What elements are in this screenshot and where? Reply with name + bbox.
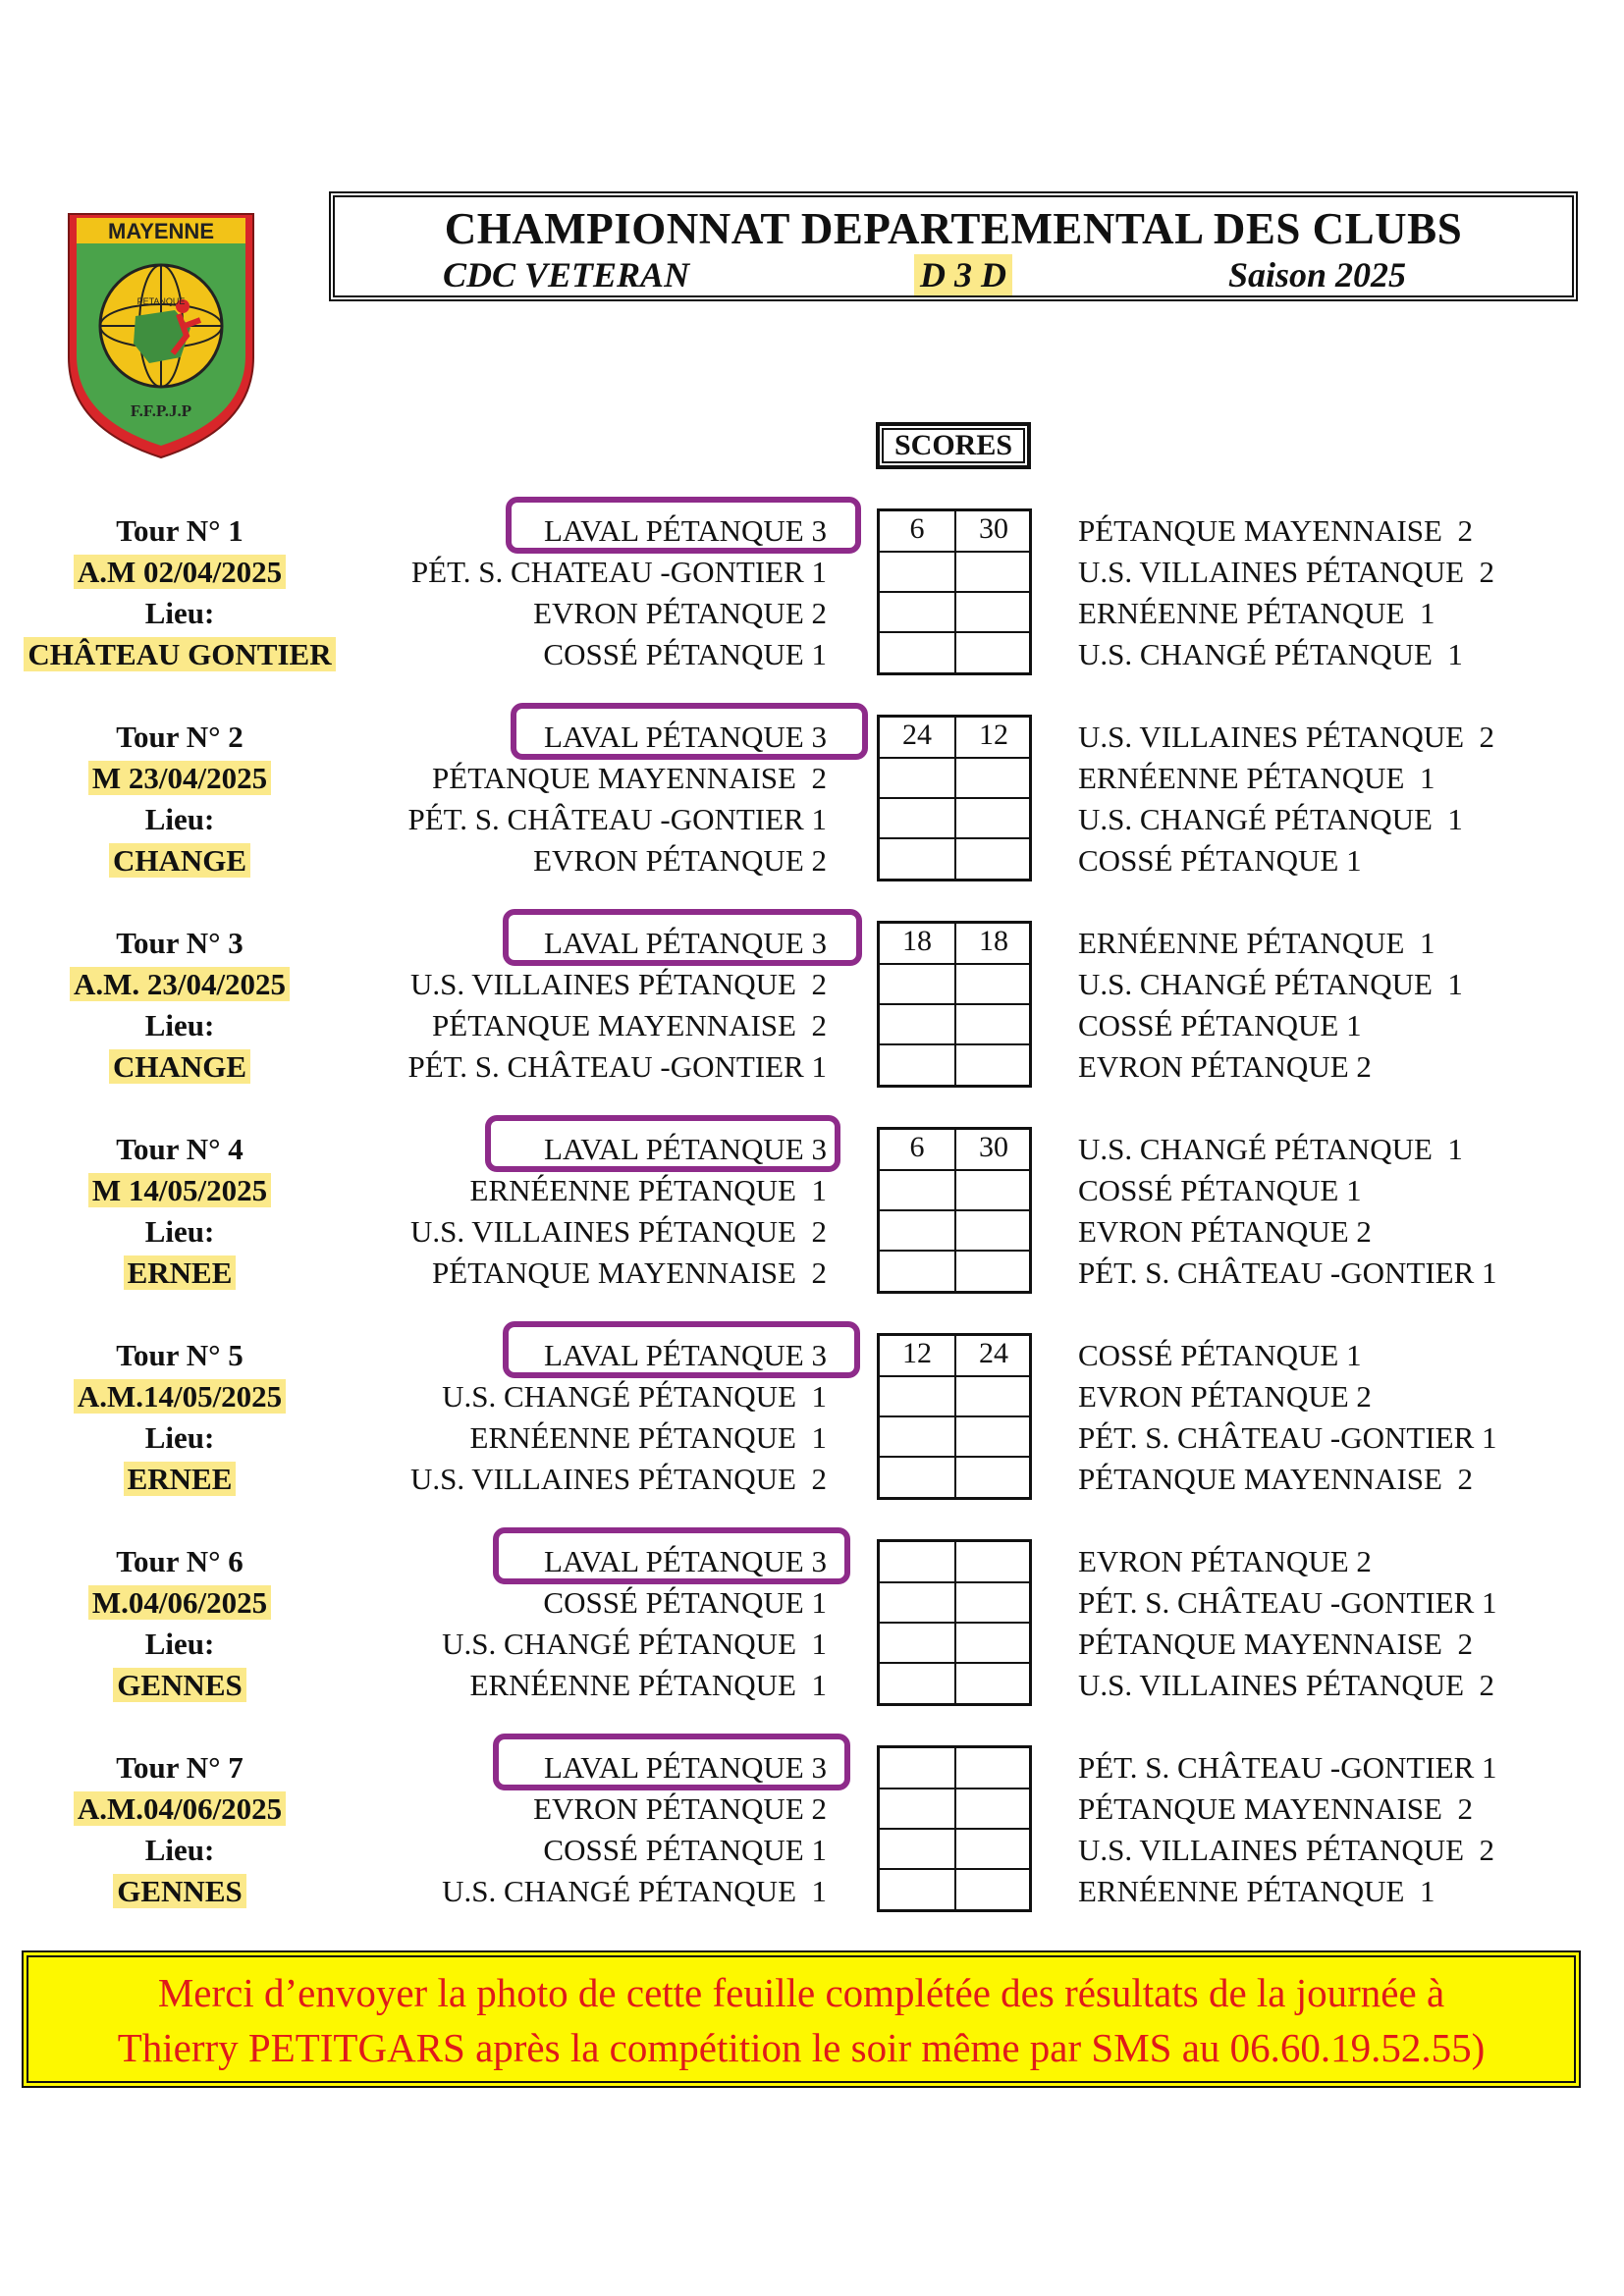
round-number xyxy=(18,717,342,758)
away-team: PÉTANQUE MAYENNAISE 2 xyxy=(1078,1791,1473,1826)
home-team: PÉTANQUE MAYENNAISE 2 xyxy=(432,1255,827,1290)
away-team: EVRON PÉTANQUE 2 xyxy=(1078,1214,1372,1249)
score-away-cell[interactable] xyxy=(955,964,1032,1005)
round-location-label xyxy=(18,1624,342,1665)
round-location xyxy=(18,1046,342,1088)
away-team: COSSÉ PÉTANQUE 1 xyxy=(1078,1173,1362,1207)
home-team: COSSÉ PÉTANQUE 1 xyxy=(543,1833,827,1867)
score-home-cell[interactable] xyxy=(880,1170,956,1211)
home-team: PÉT. S. CHÂTEAU -GONTIER 1 xyxy=(407,802,827,836)
score-away-cell[interactable] xyxy=(955,1044,1032,1086)
round-date xyxy=(18,758,342,799)
round-location-label xyxy=(18,1417,342,1459)
score-away-cell[interactable] xyxy=(955,1170,1032,1211)
score-away-cell[interactable]: 24 xyxy=(955,1336,1032,1377)
score-away-cell[interactable] xyxy=(955,838,1032,880)
score-away-cell[interactable] xyxy=(955,1251,1032,1292)
score-home-cell[interactable] xyxy=(880,1789,956,1830)
home-team: U.S. VILLAINES PÉTANQUE 2 xyxy=(409,1462,827,1496)
score-home-cell[interactable] xyxy=(880,758,956,799)
round-number-text: Tour N° 2 xyxy=(116,720,244,754)
score-grid xyxy=(877,508,1032,675)
logo-banner-text: MAYENNE xyxy=(108,219,214,243)
category-label: CDC VETERAN xyxy=(443,255,690,294)
home-team: COSSÉ PÉTANQUE 1 xyxy=(543,1585,827,1620)
round-date-text: A.M.04/06/2025 xyxy=(74,1791,286,1826)
score-home-cell[interactable]: 12 xyxy=(880,1336,956,1377)
header-box xyxy=(329,191,1578,301)
home-team: LAVAL PÉTANQUE 3 xyxy=(543,926,827,960)
score-away-cell[interactable]: 18 xyxy=(955,924,1032,965)
round-date-text: M 14/05/2025 xyxy=(88,1173,271,1207)
mayenne-petanque-logo xyxy=(65,210,257,461)
round-number xyxy=(18,1747,342,1789)
away-team: U.S. CHANGÉ PÉTANQUE 1 xyxy=(1078,967,1463,1001)
footer-line-2: Thierry PETITGARS après la compétition le soir même par SMS au 06.60.19.52.55) xyxy=(117,2025,1486,2070)
score-grid xyxy=(877,921,1032,1088)
score-away-cell[interactable] xyxy=(955,1789,1032,1830)
round-location xyxy=(18,840,342,881)
score-home-cell[interactable] xyxy=(880,632,956,673)
round-number xyxy=(18,923,342,964)
home-team: ERNÉENNE PÉTANQUE 1 xyxy=(469,1173,827,1207)
away-team: ERNÉENNE PÉTANQUE 1 xyxy=(1078,596,1435,630)
score-away-cell[interactable] xyxy=(955,632,1032,673)
home-team: LAVAL PÉTANQUE 3 xyxy=(543,1132,827,1166)
round-date-text: A.M 02/04/2025 xyxy=(74,555,286,589)
round-location-label-text: Lieu: xyxy=(144,1627,215,1661)
score-home-cell[interactable] xyxy=(880,1416,956,1458)
home-team: U.S. CHANGÉ PÉTANQUE 1 xyxy=(442,1379,827,1414)
round-block xyxy=(0,717,1624,883)
score-away-cell[interactable]: 30 xyxy=(955,511,1032,553)
round-date xyxy=(18,1789,342,1830)
round-location-label-text: Lieu: xyxy=(144,1420,215,1455)
away-team: EVRON PÉTANQUE 2 xyxy=(1078,1544,1372,1578)
away-team: PÉT. S. CHÂTEAU -GONTIER 1 xyxy=(1078,1585,1497,1620)
round-location xyxy=(18,1665,342,1706)
score-home-cell[interactable] xyxy=(880,838,956,880)
round-location-label-text: Lieu: xyxy=(144,1833,215,1867)
score-home-cell[interactable] xyxy=(880,798,956,839)
home-team: PÉT. S. CHÂTEAU -GONTIER 1 xyxy=(407,1049,827,1084)
score-away-cell[interactable] xyxy=(955,1416,1032,1458)
round-location-text: ERNEE xyxy=(124,1462,237,1496)
score-home-cell[interactable] xyxy=(880,1542,956,1583)
score-grid xyxy=(877,1745,1032,1912)
away-team: COSSÉ PÉTANQUE 1 xyxy=(1078,843,1362,878)
round-block xyxy=(0,923,1624,1090)
round-date-text: A.M.14/05/2025 xyxy=(74,1379,286,1414)
score-home-cell[interactable] xyxy=(880,1004,956,1045)
round-date-text: M.04/06/2025 xyxy=(88,1585,271,1620)
round-block xyxy=(0,1541,1624,1708)
home-team: LAVAL PÉTANQUE 3 xyxy=(543,1338,827,1372)
away-team: ERNÉENNE PÉTANQUE 1 xyxy=(1078,761,1435,795)
round-number xyxy=(18,1129,342,1170)
logo-inner-text: PETANQUE xyxy=(136,296,186,306)
score-away-cell[interactable]: 12 xyxy=(955,718,1032,759)
round-block xyxy=(0,1335,1624,1502)
score-away-cell[interactable] xyxy=(955,552,1032,593)
score-home-cell[interactable] xyxy=(880,1623,956,1664)
round-number-text: Tour N° 7 xyxy=(116,1750,244,1785)
round-location-label xyxy=(18,593,342,634)
score-home-cell[interactable] xyxy=(880,1376,956,1417)
score-home-cell[interactable] xyxy=(880,592,956,633)
score-home-cell[interactable] xyxy=(880,1748,956,1789)
round-number-text: Tour N° 5 xyxy=(116,1338,244,1372)
away-team: COSSÉ PÉTANQUE 1 xyxy=(1078,1008,1362,1042)
round-location-text: CHÂTEAU GONTIER xyxy=(24,637,335,671)
score-grid xyxy=(877,1333,1032,1500)
home-team: ERNÉENNE PÉTANQUE 1 xyxy=(469,1668,827,1702)
home-team: EVRON PÉTANQUE 2 xyxy=(533,843,827,878)
round-date xyxy=(18,1582,342,1624)
score-away-cell[interactable] xyxy=(955,1542,1032,1583)
round-location-label xyxy=(18,1830,342,1871)
season-label: Saison 2025 xyxy=(1228,255,1407,294)
away-team: U.S. CHANGÉ PÉTANQUE 1 xyxy=(1078,637,1463,671)
round-date-text: M 23/04/2025 xyxy=(88,761,271,795)
score-home-cell[interactable] xyxy=(880,964,956,1005)
score-away-cell[interactable] xyxy=(955,798,1032,839)
score-home-cell[interactable] xyxy=(880,1663,956,1704)
logo-bottom-text: F.F.P.J.P xyxy=(130,401,192,420)
score-home-cell[interactable] xyxy=(880,1457,956,1498)
home-team: PÉT. S. CHATEAU -GONTIER 1 xyxy=(410,555,827,589)
away-team: EVRON PÉTANQUE 2 xyxy=(1078,1049,1372,1084)
score-away-cell[interactable] xyxy=(955,1748,1032,1789)
round-location-text: GENNES xyxy=(113,1668,245,1702)
home-team: LAVAL PÉTANQUE 3 xyxy=(543,1544,827,1578)
score-home-cell[interactable] xyxy=(880,1829,956,1870)
score-away-cell[interactable] xyxy=(955,1829,1032,1870)
home-team: ERNÉENNE PÉTANQUE 1 xyxy=(469,1420,827,1455)
away-team: PÉTANQUE MAYENNAISE 2 xyxy=(1078,1462,1473,1496)
round-location-text: ERNEE xyxy=(124,1255,237,1290)
home-team: U.S. VILLAINES PÉTANQUE 2 xyxy=(409,967,827,1001)
score-home-cell[interactable] xyxy=(880,1869,956,1910)
away-team: PÉT. S. CHÂTEAU -GONTIER 1 xyxy=(1078,1255,1497,1290)
round-date xyxy=(18,1376,342,1417)
scores-label: SCORES xyxy=(876,422,1031,469)
score-home-cell[interactable]: 24 xyxy=(880,718,956,759)
round-location-text: CHANGE xyxy=(109,1049,250,1084)
home-team: U.S. CHANGÉ PÉTANQUE 1 xyxy=(442,1627,827,1661)
division-label: D 3 D xyxy=(914,254,1012,295)
away-team: COSSÉ PÉTANQUE 1 xyxy=(1078,1338,1362,1372)
score-away-cell[interactable] xyxy=(955,1582,1032,1624)
score-home-cell[interactable]: 6 xyxy=(880,1130,956,1171)
score-away-cell[interactable]: 30 xyxy=(955,1130,1032,1171)
round-number-text: Tour N° 6 xyxy=(116,1544,244,1578)
round-date xyxy=(18,1170,342,1211)
score-home-cell[interactable]: 6 xyxy=(880,511,956,553)
round-date xyxy=(18,552,342,593)
score-away-cell[interactable] xyxy=(955,758,1032,799)
score-away-cell[interactable] xyxy=(955,1210,1032,1252)
round-number xyxy=(18,510,342,552)
score-away-cell[interactable] xyxy=(955,1623,1032,1664)
round-location-label xyxy=(18,1211,342,1253)
score-home-cell[interactable] xyxy=(880,1582,956,1624)
footer-notice xyxy=(22,1950,1581,2088)
away-team: ERNÉENNE PÉTANQUE 1 xyxy=(1078,926,1435,960)
round-block xyxy=(0,1129,1624,1296)
away-team: PÉT. S. CHÂTEAU -GONTIER 1 xyxy=(1078,1750,1497,1785)
score-away-cell[interactable] xyxy=(955,1004,1032,1045)
away-team: U.S. CHANGÉ PÉTANQUE 1 xyxy=(1078,1132,1463,1166)
round-location-label xyxy=(18,1005,342,1046)
score-grid xyxy=(877,1127,1032,1294)
score-grid xyxy=(877,1539,1032,1706)
round-number-text: Tour N° 3 xyxy=(116,926,244,960)
score-away-cell[interactable] xyxy=(955,1457,1032,1498)
home-team: EVRON PÉTANQUE 2 xyxy=(533,596,827,630)
score-home-cell[interactable] xyxy=(880,1210,956,1252)
round-date xyxy=(18,964,342,1005)
round-location xyxy=(18,1253,342,1294)
score-away-cell[interactable] xyxy=(955,1869,1032,1910)
round-block xyxy=(0,1747,1624,1914)
home-team: LAVAL PÉTANQUE 3 xyxy=(543,720,827,754)
score-away-cell[interactable] xyxy=(955,1663,1032,1704)
round-number-text: Tour N° 1 xyxy=(116,513,244,548)
home-team: PÉTANQUE MAYENNAISE 2 xyxy=(432,761,827,795)
round-number xyxy=(18,1541,342,1582)
home-team: U.S. CHANGÉ PÉTANQUE 1 xyxy=(442,1874,827,1908)
away-team: EVRON PÉTANQUE 2 xyxy=(1078,1379,1372,1414)
score-away-cell[interactable] xyxy=(955,592,1032,633)
home-team: U.S. VILLAINES PÉTANQUE 2 xyxy=(409,1214,827,1249)
score-home-cell[interactable] xyxy=(880,552,956,593)
round-date-text: A.M. 23/04/2025 xyxy=(70,967,290,1001)
away-team: U.S. VILLAINES PÉTANQUE 2 xyxy=(1078,1668,1495,1702)
score-home-cell[interactable] xyxy=(880,1044,956,1086)
round-location-label-text: Lieu: xyxy=(144,1214,215,1249)
round-location xyxy=(18,1459,342,1500)
round-location-label xyxy=(18,799,342,840)
home-team: COSSÉ PÉTANQUE 1 xyxy=(543,637,827,671)
away-team: U.S. VILLAINES PÉTANQUE 2 xyxy=(1078,1833,1495,1867)
round-location xyxy=(18,634,342,675)
footer-line-1: Merci d’envoyer la photo de cette feuille complétée des résultats de la journée à xyxy=(157,1970,1445,2015)
round-location-label-text: Lieu: xyxy=(144,802,215,836)
home-team: PÉTANQUE MAYENNAISE 2 xyxy=(432,1008,827,1042)
round-location-label-text: Lieu: xyxy=(144,596,215,630)
round-number xyxy=(18,1335,342,1376)
away-team: PÉTANQUE MAYENNAISE 2 xyxy=(1078,1627,1473,1661)
home-team: LAVAL PÉTANQUE 3 xyxy=(543,1750,827,1785)
home-team: EVRON PÉTANQUE 2 xyxy=(533,1791,827,1826)
score-away-cell[interactable] xyxy=(955,1376,1032,1417)
round-number-text: Tour N° 4 xyxy=(116,1132,244,1166)
score-home-cell[interactable]: 18 xyxy=(880,924,956,965)
away-team: PÉT. S. CHÂTEAU -GONTIER 1 xyxy=(1078,1420,1497,1455)
round-location xyxy=(18,1871,342,1912)
score-home-cell[interactable] xyxy=(880,1251,956,1292)
page-title: CHAMPIONNAT DEPARTEMENTAL DES CLUBS xyxy=(444,204,1463,253)
away-team: PÉTANQUE MAYENNAISE 2 xyxy=(1078,513,1473,548)
round-block xyxy=(0,510,1624,677)
round-location-text: CHANGE xyxy=(109,843,250,878)
round-location-label-text: Lieu: xyxy=(144,1008,215,1042)
round-location-text: GENNES xyxy=(113,1874,245,1908)
away-team: U.S. VILLAINES PÉTANQUE 2 xyxy=(1078,720,1495,754)
score-grid xyxy=(877,715,1032,881)
home-team: LAVAL PÉTANQUE 3 xyxy=(543,513,827,548)
away-team: U.S. VILLAINES PÉTANQUE 2 xyxy=(1078,555,1495,589)
away-team: ERNÉENNE PÉTANQUE 1 xyxy=(1078,1874,1435,1908)
away-team: U.S. CHANGÉ PÉTANQUE 1 xyxy=(1078,802,1463,836)
